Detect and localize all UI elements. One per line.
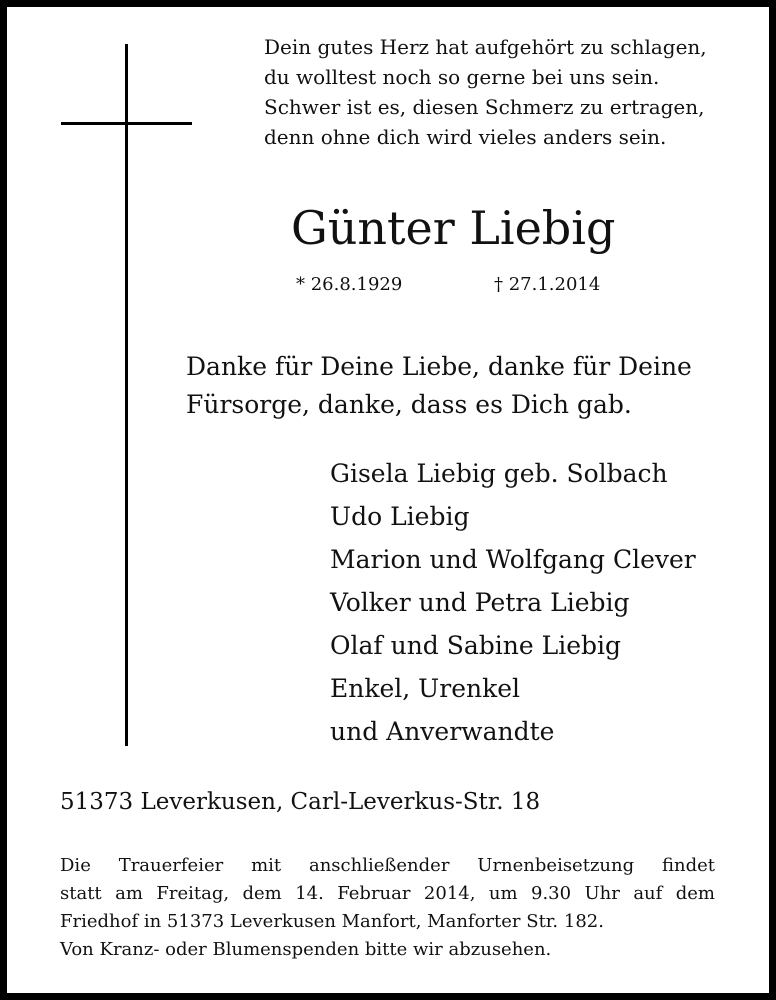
notice-line: Von Kranz- oder Blumenspenden bitte wir abzusehen. (60, 939, 552, 960)
notice-line: Die Trauerfeier mit anschließender Urnenbeisetzung findet (60, 855, 715, 876)
family-address: 51373 Leverkusen, Carl-Leverkus-Str. 18 (60, 789, 541, 815)
mourner-entry: Marion und Wolfgang Clever (330, 545, 696, 574)
thanks-message (186, 348, 692, 424)
mourners-list (330, 452, 696, 753)
verse-line: Schwer ist es, diesen Schmerz zu ertragen, (264, 95, 705, 119)
notice-line: statt am Freitag, dem 14. Februar 2014, um 9.30 Uhr auf dem (60, 883, 715, 904)
thanks-line: Danke für Deine Liebe, danke für Deine (186, 352, 692, 381)
verse-line: du wolltest noch so gerne bei uns sein. (264, 65, 660, 89)
deceased-name: Günter Liebig (291, 201, 616, 255)
mourner-entry: Olaf und Sabine Liebig (330, 631, 622, 660)
thanks-line: Fürsorge, danke, dass es Dich gab. (186, 390, 632, 419)
mourner-entry: Enkel, Urenkel (330, 674, 521, 703)
memorial-verse (264, 32, 754, 152)
death-date: † 27.1.2014 (494, 274, 601, 295)
mourner-entry: Udo Liebig (330, 502, 470, 531)
birth-date: * 26.8.1929 (296, 274, 403, 295)
cross-icon-vertical-bar (125, 44, 128, 746)
verse-line: denn ohne dich wird vieles anders sein. (264, 125, 667, 149)
cross-icon-horizontal-bar (61, 122, 192, 125)
mourner-entry: und Anverwandte (330, 717, 555, 746)
mourner-entry: Volker und Petra Liebig (330, 588, 630, 617)
notice-line: Friedhof in 51373 Leverkusen Manfort, Manforter Str. 182. (60, 911, 604, 932)
funeral-notice (60, 852, 715, 964)
mourner-entry: Gisela Liebig geb. Solbach (330, 459, 668, 488)
verse-line: Dein gutes Herz hat aufgehört zu schlagen, (264, 35, 707, 59)
